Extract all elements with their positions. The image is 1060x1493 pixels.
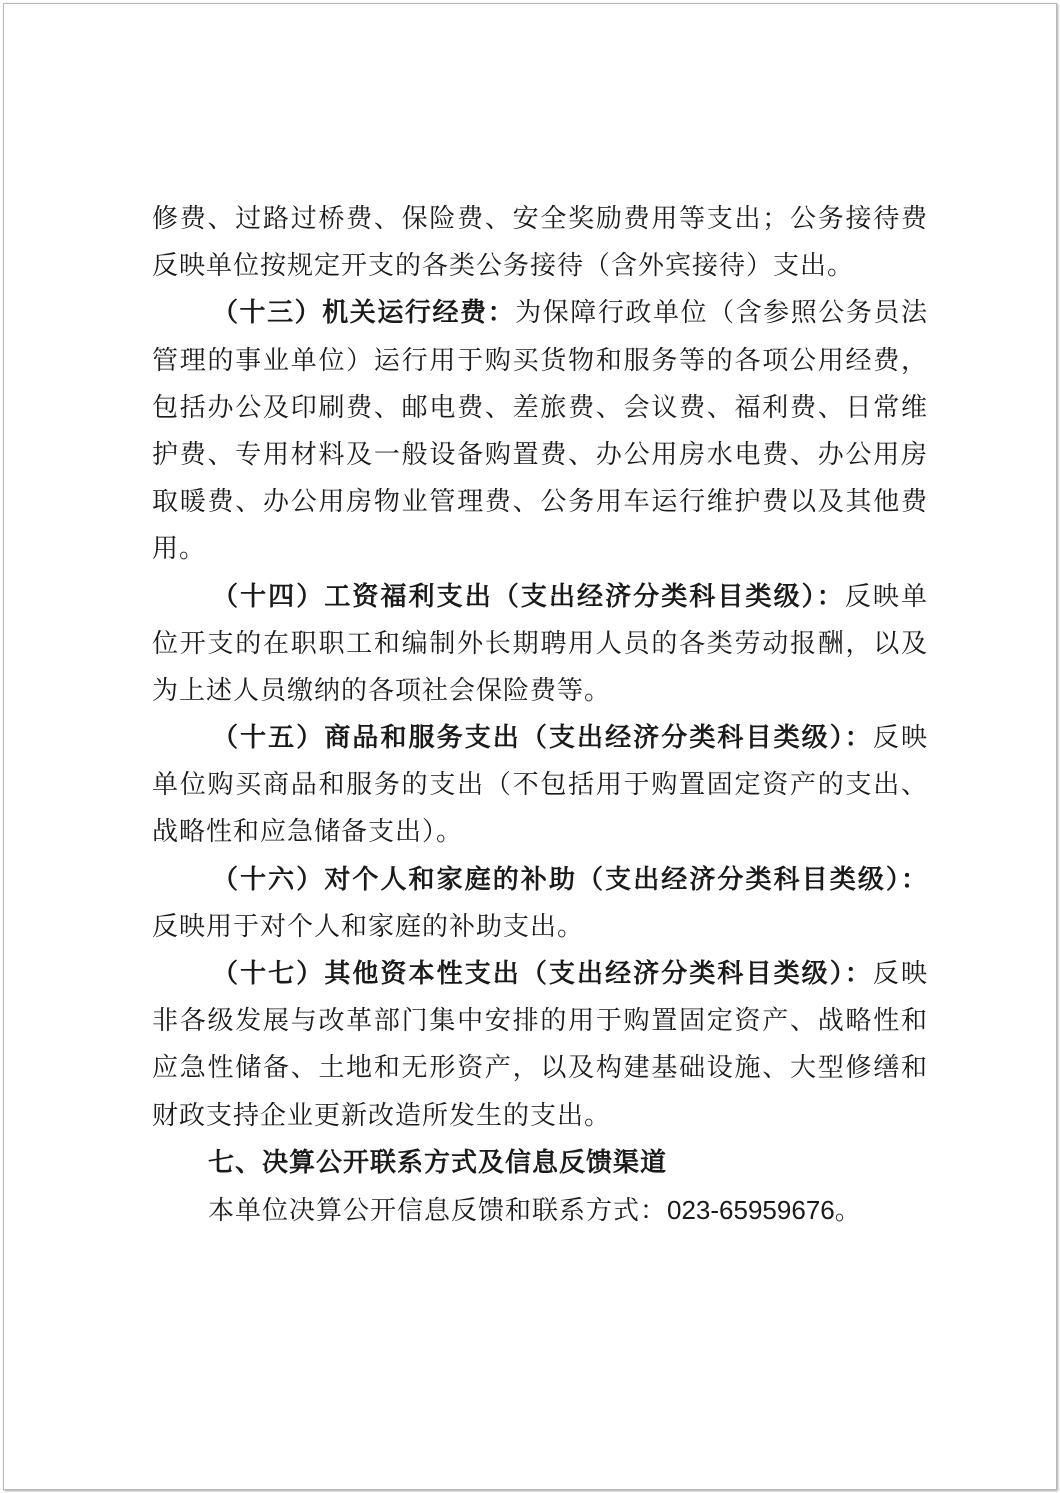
contact-label: 本单位决算公开信息反馈和联系方式： [208, 1195, 668, 1226]
section-17-text: 反映 [872, 959, 928, 989]
section-15-label: （十五）商品和服务支出（支出经济分类科目类级）： [212, 723, 873, 754]
paragraph-line: 修费、过路过桥费、保险费、安全奖励费用等支出；公务接待费 [152, 204, 928, 234]
contact-line [152, 1187, 928, 1234]
paragraph-line: 护费、专用材料及一般设备购置费、办公用房水电费、办公用房 [152, 439, 928, 470]
section-17-line [152, 951, 928, 998]
paragraph-line: 应急性储备、土地和无形资产，以及构建基础设施、大型修缮和 [152, 1053, 928, 1084]
section-13-line [152, 290, 928, 337]
paragraph-line: 反映单位按规定开支的各类公务接待（含外宾接待）支出。 [152, 251, 855, 282]
paragraph-line: 包括办公及印刷费、邮电费、差旅费、会议费、福利费、日常维 [152, 392, 928, 423]
section-16-line [152, 857, 928, 904]
section-14-label: （十四）工资福利支出（支出经济分类科目类级）： [212, 581, 845, 612]
section-15-line [152, 715, 928, 762]
paragraph-line: 管理的事业单位）运行用于购买货物和服务等的各项公用经费， [152, 345, 928, 376]
paragraph-line: 财政支持企业更新改造所发生的支出。 [152, 1100, 612, 1131]
paragraph-line: 为上述人员缴纳的各项社会保险费等。 [152, 675, 612, 706]
document-body [152, 196, 928, 1234]
section-13-text: 为保障行政单位（含参照公务员法 [515, 298, 928, 329]
section-13-label: （十三）机关运行经费： [212, 298, 516, 329]
contact-end-mark: 。 [834, 1195, 862, 1226]
document-page [3, 3, 1057, 1490]
section-15-text: 反映 [872, 723, 928, 754]
contact-phone: 023-65959676 [667, 1194, 835, 1225]
paragraph-line: 位开支的在职职工和编制外长期聘用人员的各类劳动报酬，以及 [152, 628, 928, 659]
paragraph-line: 非各级发展与改革部门集中安排的用于购置固定资产、战略性和 [152, 1006, 928, 1037]
section-16-label: （十六）对个人和家庭的补助（支出经济分类科目类级）： [212, 864, 928, 895]
section-17-label: （十七）其他资本性支出（支出经济分类科目类级）： [212, 959, 873, 989]
paragraph-line: 反映用于对个人和家庭的补助支出。 [152, 911, 585, 942]
section-14-text: 反映单 [844, 581, 928, 612]
paragraph-line: 用。 [152, 534, 207, 565]
paragraph-line: 单位购买商品和服务的支出（不包括用于购置固定资产的支出、 [152, 770, 928, 801]
section-7-heading: 七、决算公开联系方式及信息反馈渠道 [208, 1147, 668, 1178]
section-14-line [152, 574, 928, 621]
paragraph-line: 战略性和应急储备支出）。 [152, 817, 464, 848]
paragraph-line: 取暖费、办公用房物业管理费、公务用车运行维护费以及其他费 [152, 487, 928, 518]
